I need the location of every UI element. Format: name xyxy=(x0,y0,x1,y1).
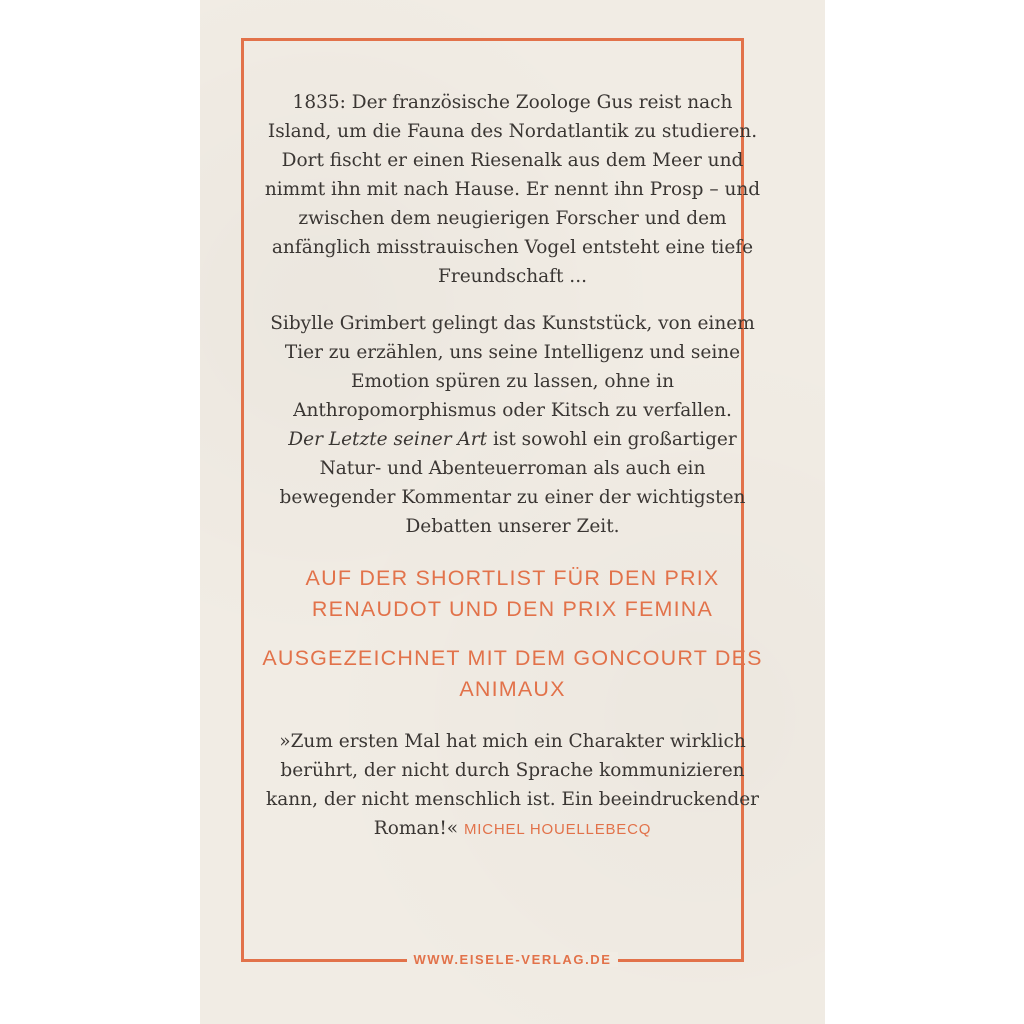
review-quote xyxy=(260,727,765,844)
publisher-url-text[interactable]: WWW.EISELE-VERLAG.DE xyxy=(407,952,617,967)
book-title: Der Letzte seiner Art xyxy=(288,429,488,450)
award-shortlist: AUF DER SHORTLIST FÜR DEN PRIX RENAUDOT UND DEN PRIX FEMINA xyxy=(305,566,720,621)
blurb-paragraph-1: 1835: Der französische Zoologe Gus reist nach Island, um die Fauna des Nordatlantik zu studieren. Dort fischt er einen Riesenalk aus dem Meer und nimmt ihn mit nach Hause. Er nennt ihn Prosp – und zwischen dem neugierigen Forscher und dem anfänglich misstrauischen Vogel entsteht eine tiefe Freundschaft ... xyxy=(264,92,761,287)
blurb-intro: Sibylle Grimbert gelingt das Kunststück, von einem Tier zu erzählen, uns seine Intelligenz und seine Emotion spüren zu lassen, ohne in Anthropomorphismus oder Kitsch zu verfallen. xyxy=(270,313,755,421)
award-goncourt: AUSGEZEICHNET MIT DEM GONCOURT DES ANIMAUX xyxy=(262,646,763,701)
publisher-url[interactable] xyxy=(200,949,825,971)
blurb-rest: ist sowohl ein großartiger Natur- und Abenteuerroman als auch ein bewegender Kommentar zu einer der wichtigsten Debatten unserer Zeit. xyxy=(279,429,746,537)
cover-text xyxy=(260,88,765,844)
quote-author: MICHEL HOUELLEBECQ xyxy=(463,821,652,838)
quote-text: »Zum ersten Mal hat mich ein Charakter wirklich berührt, der nicht durch Sprache kommunizieren kann, der nicht menschlich ist. Ein beeindruckender Roman!« xyxy=(266,731,759,839)
book-back-cover xyxy=(200,0,825,1024)
blurb-paragraph-2 xyxy=(260,309,765,541)
